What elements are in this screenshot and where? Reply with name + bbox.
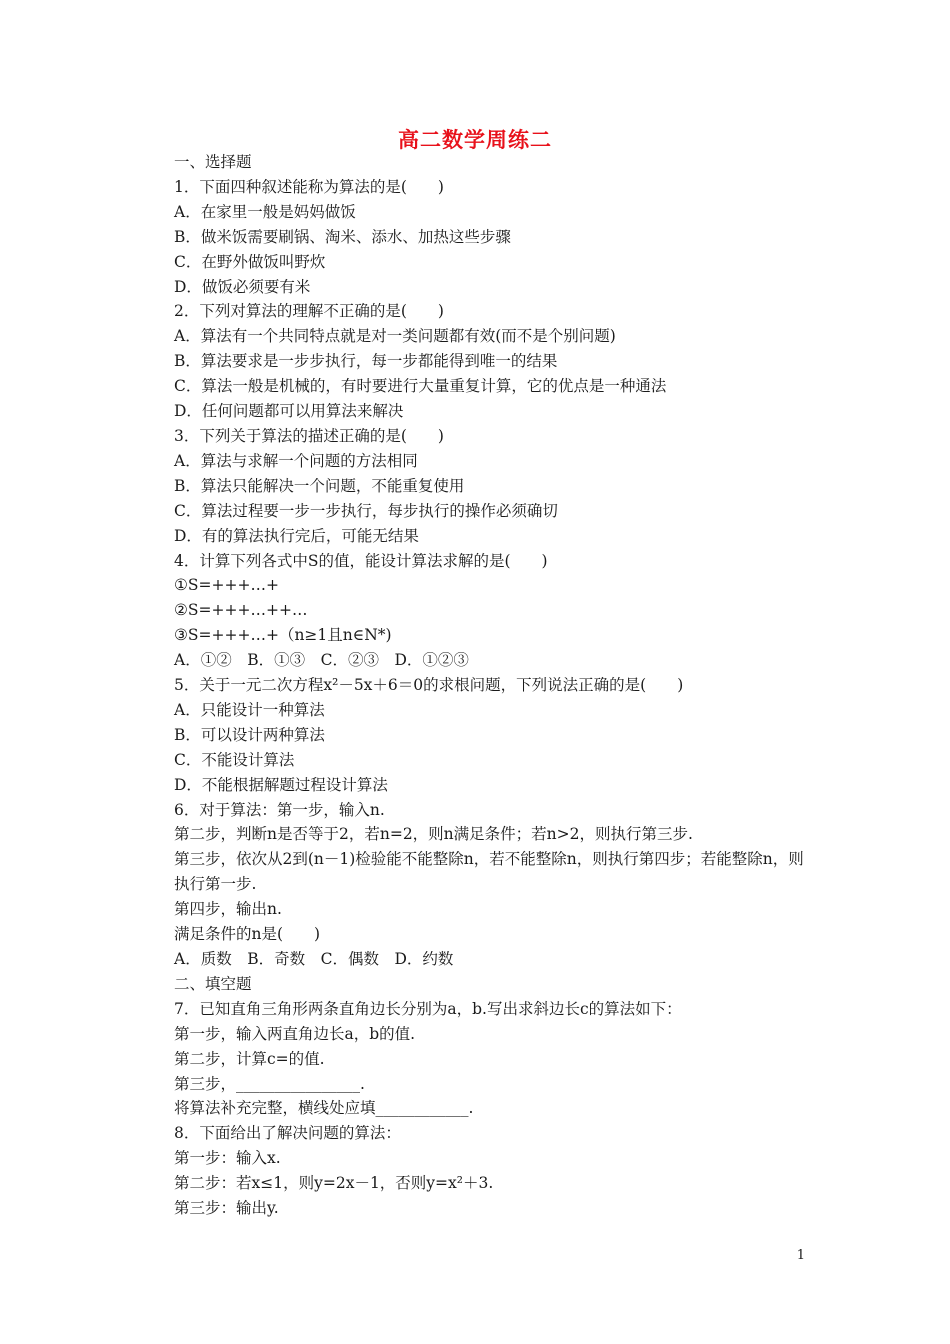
q6-step-4: 第四步，输出n. xyxy=(174,900,282,919)
q3-option-d: D．有的算法执行完后，可能无结果 xyxy=(174,526,419,545)
q1-option-b: B．做米饭需要刷锅、淘米、添水、加热这些步骤 xyxy=(174,227,511,246)
q4-formula-3: ③S=+++…+（n≥1且n∈N*) xyxy=(174,626,392,645)
q7-step-2: 第二步，计算c=的值. xyxy=(174,1049,325,1068)
question-3: 3．下列关于算法的描述正确的是( ) xyxy=(174,426,444,445)
question-5: 5．关于一元二次方程x²－5x＋6＝0的求根问题，下列说法正确的是( ) xyxy=(174,676,684,695)
q4-options: A．①② B．①③ C．②③ D．①②③ xyxy=(174,651,469,670)
q1-option-a: A．在家里一般是妈妈做饭 xyxy=(174,202,356,221)
q2-option-b: B．算法要求是一步步执行，每一步都能得到唯一的结果 xyxy=(174,352,558,371)
page-number: 1 xyxy=(796,1248,805,1263)
q8-step-2: 第二步：若x≤1，则y=2x－1，否则y=x²＋3. xyxy=(174,1174,494,1193)
question-1: 1．下面四种叙述能称为算法的是( ) xyxy=(174,177,444,196)
q3-option-b: B．算法只能解决一个问题，不能重复使用 xyxy=(174,476,465,495)
q1-option-d: D．做饭必须要有米 xyxy=(174,277,311,296)
section-heading-choice: 一、选择题 xyxy=(174,153,252,171)
q5-option-a: A．只能设计一种算法 xyxy=(174,700,325,719)
page-title: 高二数学周练二 xyxy=(398,127,552,152)
q4-formula-1: ①S=+++…+ xyxy=(174,576,279,595)
question-4: 4．计算下列各式中S的值，能设计算法求解的是( ) xyxy=(174,551,548,570)
question-7: 7．已知直角三角形两条直角边长分别为a，b.写出求斜边长c的算法如下： xyxy=(174,999,682,1018)
q6-step-3: 第三步，依次从2到(n－1)检验能不能整除n，若不能整除n，则执行第四步；若能整除n，则执行第一步. xyxy=(174,850,804,894)
q5-option-b: B．可以设计两种算法 xyxy=(174,725,325,744)
q4-formula-2: ②S=+++…++… xyxy=(174,601,308,620)
q6-prompt: 满足条件的n是( ) xyxy=(174,925,321,944)
q3-option-a: A．算法与求解一个问题的方法相同 xyxy=(174,451,418,470)
q5-option-c: C．不能设计算法 xyxy=(174,750,295,769)
document-body xyxy=(174,150,814,1221)
q2-option-c: C．算法一般是机械的，有时要进行大量重复计算，它的优点是一种通法 xyxy=(174,377,667,396)
question-2: 2．下列对算法的理解不正确的是( ) xyxy=(174,302,444,321)
q2-option-a: A．算法有一个共同特点就是对一类问题都有效(而不是个别问题) xyxy=(174,327,616,346)
q8-step-3: 第三步：输出y. xyxy=(174,1199,279,1218)
q1-option-c: C．在野外做饭叫野炊 xyxy=(174,252,326,271)
q6-step-2: 第二步，判断n是否等于2，若n=2，则n满足条件；若n>2，则执行第三步. xyxy=(174,825,693,844)
question-6: 6．对于算法：第一步，输入n. xyxy=(174,800,385,819)
q2-option-d: D．任何问题都可以用算法来解决 xyxy=(174,402,404,421)
q8-step-1: 第一步：输入x. xyxy=(174,1149,281,1168)
q6-options: A．质数 B．奇数 C．偶数 D．约数 xyxy=(174,950,454,968)
question-8: 8．下面给出了解决问题的算法： xyxy=(174,1124,401,1143)
q7-step-3: 第三步，________________. xyxy=(174,1074,365,1093)
q5-option-d: D．不能根据解题过程设计算法 xyxy=(174,775,388,794)
section-heading-fill: 二、填空题 xyxy=(174,974,252,993)
q7-prompt: 将算法补充完整，横线处应填____________. xyxy=(174,1099,474,1118)
q7-step-1: 第一步，输入两直角边长a，b的值. xyxy=(174,1024,416,1043)
q3-option-c: C．算法过程要一步一步执行，每步执行的操作必须确切 xyxy=(174,501,558,520)
